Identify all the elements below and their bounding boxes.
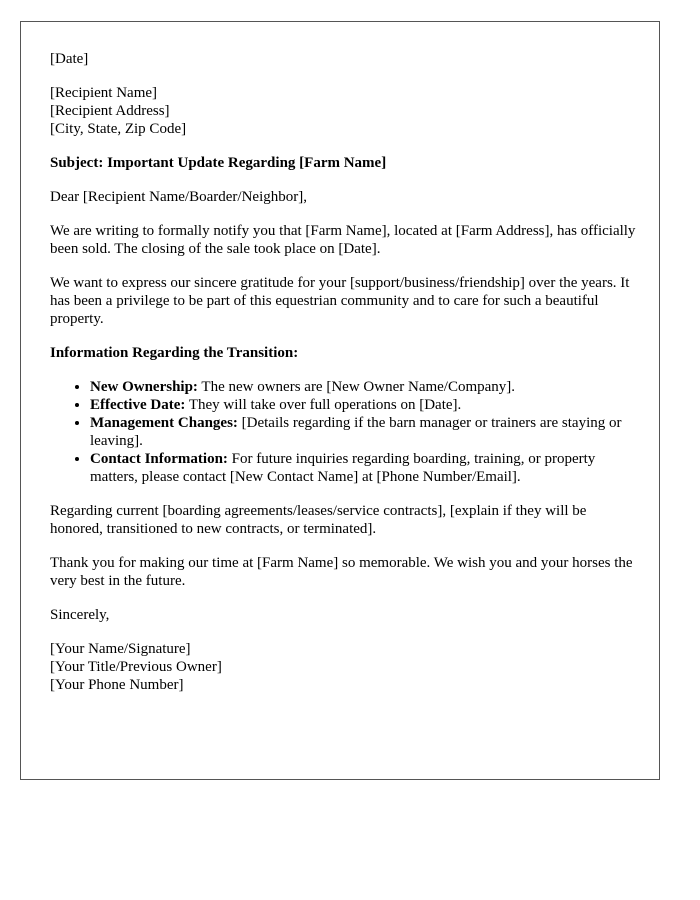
list-item-label: Contact Information: xyxy=(90,451,228,467)
paragraph-sale-notice: We are writing to formally notify you that [Farm Name], located at [Farm Address], has officially been sold. The closing of the sale took place on [Date]. xyxy=(50,223,636,257)
letter-date: [Date] xyxy=(50,51,89,67)
list-item-label: Effective Date: xyxy=(90,397,186,413)
transition-heading-text: Information Regarding the Transition: xyxy=(50,345,299,361)
transition-list xyxy=(50,378,640,486)
list-item-text: They will take over full operations on [Date]. xyxy=(185,397,462,413)
list-item xyxy=(90,396,640,414)
list-item-label: New Ownership: xyxy=(90,379,198,395)
salutation: Dear [Recipient Name/Boarder/Neighbor], xyxy=(50,189,307,205)
paragraph-gratitude: We want to express our sincere gratitude for your [support/business/friendship] over the years. It has been a privilege to be part of this equestrian community and to care for such a beautiful property. xyxy=(50,275,630,327)
subject-text: Subject: Important Update Regarding [Farm Name] xyxy=(50,155,387,171)
transition-heading xyxy=(50,344,640,362)
letter-page xyxy=(20,21,660,780)
paragraph-thanks: Thank you for making our time at [Farm Name] so memorable. We wish you and your horses the very best in the future. xyxy=(50,555,633,589)
list-item-text: [Details regarding if the barn manager or trainers are staying or leaving]. xyxy=(90,415,622,449)
recipient-block xyxy=(50,84,640,138)
letter-body xyxy=(50,50,640,710)
subject-line xyxy=(50,154,640,172)
signature-block xyxy=(50,640,640,694)
signature-phone: [Your Phone Number] xyxy=(50,677,184,693)
list-item-label: Management Changes: xyxy=(90,415,238,431)
recipient-city-state-zip: [City, State, Zip Code] xyxy=(50,121,187,137)
list-item xyxy=(90,414,640,450)
list-item xyxy=(90,450,640,486)
signature-name: [Your Name/Signature] xyxy=(50,641,191,657)
signature-title: [Your Title/Previous Owner] xyxy=(50,659,222,675)
list-item-text: For future inquiries regarding boarding, training, or property matters, please contact [New Contact Name] at [Phone Number/Email]. xyxy=(90,451,596,485)
list-item xyxy=(90,378,640,396)
recipient-address: [Recipient Address] xyxy=(50,103,170,119)
recipient-name: [Recipient Name] xyxy=(50,85,158,101)
signoff: Sincerely, xyxy=(50,607,110,623)
list-item-text: The new owners are [New Owner Name/Company]. xyxy=(197,379,516,395)
paragraph-agreements: Regarding current [boarding agreements/leases/service contracts], [explain if they will be honored, transitioned to new contracts, or terminated]. xyxy=(50,503,587,537)
